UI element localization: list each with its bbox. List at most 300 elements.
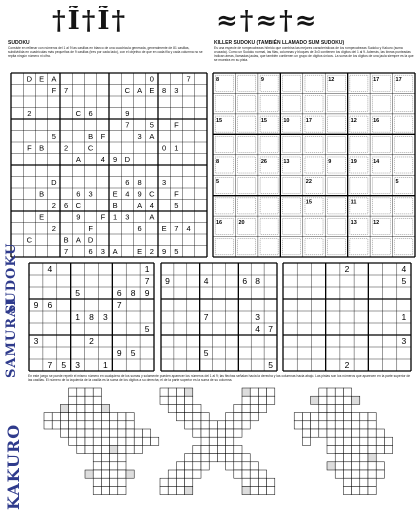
cage-clue: 13 [283, 158, 290, 165]
shape-cell [226, 429, 234, 437]
cage-clue: 19 [350, 158, 357, 165]
shape-cell [118, 478, 126, 486]
sudoku16-description: Consiste en rellenar con números del 1 al 9 las casillas en blanco de una cuadrícula generada, generalmente de 81 casillas, subdividida en cuadrículas más pequeñas de 9 casillas (tres por cada lado), con el objetivo de que en cada fila y cada columna no se repita ningún número ni cifra. [8, 46, 203, 59]
grid-digit: E [39, 212, 45, 222]
shape-cell [185, 404, 193, 412]
shape-cell [52, 421, 60, 429]
shape-cell [201, 462, 209, 470]
cage-outline [372, 137, 390, 153]
cage-clue: 17 [373, 77, 380, 83]
shape-cell [343, 486, 351, 494]
grid-digit: A [137, 85, 143, 95]
grid-digit: 5 [174, 200, 179, 210]
cage-outline [395, 218, 413, 234]
shape-cell [343, 429, 351, 437]
shape-cell [311, 413, 319, 421]
side-title-kakuro: KAKURO [4, 423, 23, 510]
shape-cell [360, 421, 368, 429]
shape-cell [335, 429, 343, 437]
grid-digit: 3 [162, 177, 167, 187]
shape-cell [77, 445, 85, 453]
shape-cell [217, 429, 225, 437]
grid-digit: 2 [51, 223, 56, 233]
shape-cell [69, 429, 77, 437]
shape-cell [85, 404, 93, 412]
shape-cell [77, 437, 85, 445]
grid-digit: 7 [203, 312, 209, 323]
shape-cell [60, 413, 68, 421]
shape-cell [234, 429, 242, 437]
shape-cell [110, 413, 118, 421]
shape-cell [352, 462, 360, 470]
cage-outline [327, 137, 345, 153]
shape-cell [185, 421, 193, 429]
shape-cell [242, 421, 250, 429]
shape-cell [352, 470, 360, 478]
grid-digit: 5 [75, 288, 80, 299]
shape-cell [250, 404, 258, 412]
cage-clue: 12 [350, 117, 357, 124]
shape-cell [335, 396, 343, 404]
shape-cell [376, 462, 384, 470]
shape-cell [193, 404, 201, 412]
shape-cell [201, 437, 209, 445]
shape-cell [185, 454, 193, 462]
cage-outline [215, 137, 233, 153]
shape-cell [234, 454, 242, 462]
cage-clue: 26 [260, 158, 268, 165]
shape-cell [267, 388, 275, 396]
shape-cell [352, 454, 360, 462]
shape-cell [60, 404, 68, 412]
shape-cell [126, 429, 134, 437]
shape-cell [343, 445, 351, 453]
shape-cell [101, 421, 109, 429]
shape-cell [185, 462, 193, 470]
shape-cell [242, 404, 250, 412]
shape-cell [126, 445, 134, 453]
shape-cell [101, 454, 109, 462]
grid-digit: 8 [255, 276, 261, 287]
shape-cell [335, 421, 343, 429]
cage-outline [238, 177, 256, 193]
grid-digit: E [137, 246, 143, 256]
shape-cell [85, 445, 93, 453]
shape-cell [335, 454, 343, 462]
cage-outline [305, 75, 323, 91]
shape-cell [352, 421, 360, 429]
shape-cell [376, 429, 384, 437]
grid-digit: 5 [268, 360, 273, 371]
cage-clue: 11 [350, 199, 357, 206]
shape-cell [209, 437, 217, 445]
shape-cell [118, 429, 126, 437]
shape-cell [93, 470, 101, 478]
grid-digit: F [51, 85, 57, 95]
shape-cell [360, 478, 368, 486]
shape-cell [168, 478, 176, 486]
cage-clue: 17 [395, 77, 402, 83]
shape-cell [343, 396, 351, 404]
shape-cell [118, 462, 126, 470]
shape-cell [250, 396, 258, 404]
cage-clue: 12 [328, 77, 335, 83]
grid-digit: 9 [116, 348, 122, 359]
shape-cell [258, 396, 266, 404]
shape-cell [209, 429, 217, 437]
shape-cell [319, 429, 327, 437]
shape-cell [110, 486, 118, 494]
grid-digit: 9 [162, 246, 167, 256]
shape-cell [160, 388, 168, 396]
shape-cell [193, 421, 201, 429]
title-banner-left: †Ĩ†Ĩ† [52, 6, 128, 36]
grid-digit: B [39, 189, 45, 199]
cage-outline [283, 218, 301, 234]
shape-cell [101, 429, 109, 437]
shape-cell [352, 486, 360, 494]
grid-digit: 9 [144, 288, 150, 299]
shape-cell [201, 413, 209, 421]
grid-digit: 7 [64, 85, 69, 95]
shape-cell [368, 486, 376, 494]
grid-digit: F [174, 189, 179, 199]
shape-puzzle-cells [44, 388, 393, 495]
shape-cell [376, 445, 384, 453]
cage-outline [305, 239, 323, 255]
shape-cell [368, 478, 376, 486]
cage-outline [372, 198, 390, 214]
sudoku-gridlines [283, 263, 411, 371]
sudoku-digits [34, 264, 150, 370]
grid-digit: 7 [174, 223, 179, 233]
grid-digit: 5 [144, 324, 150, 335]
killer-intro [214, 40, 414, 68]
shape-cell [335, 462, 343, 470]
shape-cell [217, 454, 225, 462]
shape-cell [93, 486, 101, 494]
cage-outline [350, 177, 368, 193]
killer-description: Es una especie de rompecabezas híbrido que combina las mejores características de los rompecabezas Sudoku y Kakuro (suma cruzada). Como un Sudoku normal, las filas, columnas y bloques de 3x3 contienen los dígitos del 1 al 9. Además, las líneas punteadas indican áreas, llamadas jaulas, que también contienen un grupo de dígitos únicos. La suma de los dígitos de una jaula siempre es la que se muestra en su pista. [214, 46, 414, 63]
grid-digit: 7 [64, 246, 69, 256]
shape-cell [69, 413, 77, 421]
grid-digit: 1 [144, 264, 150, 275]
shape-cell [118, 486, 126, 494]
grid-digit: B [112, 200, 118, 210]
shape-cell [168, 486, 176, 494]
shape-cell [176, 486, 184, 494]
cage-clue: 12 [373, 220, 380, 227]
shape-cell [311, 421, 319, 429]
grid-digit: E [161, 223, 167, 233]
killer-puzzle [212, 72, 416, 258]
grid-digit: C [75, 200, 82, 210]
shape-cell [384, 437, 392, 445]
shape-cell [360, 429, 368, 437]
shape-cell [101, 445, 109, 453]
grid-digit: C [149, 189, 155, 199]
shape-cell [168, 470, 176, 478]
shape-cell [44, 421, 52, 429]
grid-digit: A [75, 154, 81, 164]
grid-digit: 4 [186, 223, 191, 233]
shape-cell [327, 396, 335, 404]
grid-digit: A [137, 200, 143, 210]
grid-digit: 9 [165, 276, 170, 287]
cage-outline [260, 218, 278, 234]
shape-cell [176, 396, 184, 404]
grid-digit: 1 [75, 312, 80, 323]
shape-cell [69, 421, 77, 429]
shape-cell [226, 421, 234, 429]
shape-cell [360, 413, 368, 421]
shape-cell [134, 429, 142, 437]
shape-cell [209, 454, 217, 462]
shape-cell [93, 462, 101, 470]
shape-cell [126, 413, 134, 421]
shape-cell [335, 445, 343, 453]
cage-clue: 8 [216, 77, 220, 83]
sudoku16-intro [8, 40, 206, 68]
grid-digit: 8 [89, 312, 94, 323]
shape-cell [294, 413, 302, 421]
shape-cell [185, 470, 193, 478]
shape-cell [110, 454, 118, 462]
shape-cell [168, 396, 176, 404]
killer-clues [216, 77, 402, 226]
cage-outline [238, 198, 256, 214]
shape-cell [343, 462, 351, 470]
shape-cell [44, 413, 52, 421]
shape-cell [335, 470, 343, 478]
shape-cell [193, 470, 201, 478]
grid-digit: C [87, 143, 94, 153]
shape-cell [267, 396, 275, 404]
shape-cell [193, 454, 201, 462]
shape-cell [93, 421, 101, 429]
grid-digit: 5 [174, 246, 179, 256]
shape-cell [185, 486, 193, 494]
grid-digit: 9 [33, 300, 39, 311]
cage-outline [238, 116, 256, 132]
shape-cell [258, 404, 266, 412]
shape-cell [234, 445, 242, 453]
shape-cell [110, 429, 118, 437]
shape-cell [101, 404, 109, 412]
grid-digit: 2 [27, 108, 32, 118]
grid-digit: C [75, 108, 82, 118]
shape-cell [258, 388, 266, 396]
grid-digit: B [63, 235, 69, 245]
shape-cell [242, 396, 250, 404]
shape-cell [384, 445, 392, 453]
shape-cell [126, 421, 134, 429]
cage-clue: 16 [373, 117, 380, 124]
shape-cell [360, 454, 368, 462]
grid-digit: 2 [344, 264, 350, 275]
grid-digit: C [26, 235, 33, 245]
shape-cell [327, 437, 335, 445]
grid-digit: 1 [174, 143, 179, 153]
shape-cell [360, 445, 368, 453]
grid-digit: 9 [125, 108, 130, 118]
grid-digit: 6 [47, 300, 53, 311]
grid-digit: 3 [75, 360, 80, 371]
shape-cell [60, 429, 68, 437]
grid-digit: 5 [401, 276, 407, 287]
shape-cell [85, 396, 93, 404]
shape-cell [209, 421, 217, 429]
shape-cell [368, 429, 376, 437]
cage-outline [238, 137, 256, 153]
cage-clue: 9 [260, 77, 264, 83]
grid-digit: 0 [149, 74, 154, 84]
cage-clue: 17 [305, 117, 312, 124]
shape-cell [360, 437, 368, 445]
grid-digit: 8 [130, 288, 136, 299]
shape-cell [93, 437, 101, 445]
grid-digit: 3 [88, 189, 93, 199]
cage-outline [305, 157, 323, 173]
shape-cell [160, 396, 168, 404]
shape-cell [319, 388, 327, 396]
grid-digit: 6 [242, 276, 248, 287]
shape-cell [85, 437, 93, 445]
cage-outline [327, 96, 345, 112]
shape-cell [242, 454, 250, 462]
shape-cell [85, 470, 93, 478]
grid-digit: A [75, 235, 81, 245]
grid-digit: 7 [268, 324, 273, 335]
shape-cell [85, 388, 93, 396]
cage-outline [327, 116, 345, 132]
grid-digit: B [88, 131, 94, 141]
shape-cell [234, 404, 242, 412]
cage-outline [305, 218, 323, 234]
cage-outline [238, 75, 256, 91]
grid-digit: 5 [130, 348, 136, 359]
shape-cell [327, 413, 335, 421]
shape-cell [352, 445, 360, 453]
cage-outline [215, 239, 233, 255]
shape-cell [368, 462, 376, 470]
grid-digit: 7 [116, 300, 122, 311]
cage-outline [305, 96, 323, 112]
cage-outline [283, 239, 301, 255]
shape-cell [360, 470, 368, 478]
cage-outline [238, 157, 256, 173]
grid-digit: 4 [47, 264, 53, 275]
shape-cell [85, 413, 93, 421]
grid-digit: D [124, 154, 131, 164]
shape-cell [327, 462, 335, 470]
cage-outline [372, 96, 390, 112]
grid-digit: 7 [125, 120, 130, 130]
title-banner-right: ≈†≈†≈ [216, 6, 319, 36]
shape-cell [242, 388, 250, 396]
grid-digit: 1 [401, 312, 407, 323]
shape-cell [343, 454, 351, 462]
cage-outline [327, 218, 345, 234]
shape-cell [201, 421, 209, 429]
shape-cell [134, 437, 142, 445]
grid-digit: 4 [401, 264, 407, 275]
shape-cell [360, 486, 368, 494]
shape-cell [126, 470, 134, 478]
shape-cell [234, 421, 242, 429]
grid-digit: 2 [89, 336, 94, 347]
grid-digit: 2 [64, 143, 69, 153]
shape-cell [319, 404, 327, 412]
shape-cell [368, 421, 376, 429]
shape-cell [368, 445, 376, 453]
cage-outline [327, 239, 345, 255]
shape-cell [93, 478, 101, 486]
grid-digit: D [51, 177, 57, 187]
shape-cell [110, 421, 118, 429]
shape-cell [258, 478, 266, 486]
shape-cell [118, 421, 126, 429]
sudoku-1 [28, 262, 155, 372]
cage-outline [283, 137, 301, 153]
shape-cell [217, 437, 225, 445]
shape-cell [343, 421, 351, 429]
shape-cell [101, 470, 109, 478]
shape-cell [118, 437, 126, 445]
shape-cell [93, 388, 101, 396]
cage-outline [238, 239, 256, 255]
shape-cell [110, 445, 118, 453]
grid-digit: 7 [186, 74, 191, 84]
grid-digit: 1 [103, 360, 108, 371]
shape-cell [368, 437, 376, 445]
grid-digit: F [27, 143, 32, 153]
grid-digit: 6 [137, 223, 142, 233]
grid-digit: E [149, 85, 155, 95]
shape-cell [250, 462, 258, 470]
shape-cell [193, 462, 201, 470]
grid-digit: E [39, 74, 45, 84]
grid-digit: 3 [137, 131, 142, 141]
cage-outline [395, 239, 413, 255]
shape-cell [176, 470, 184, 478]
sudoku16-puzzle [10, 72, 208, 258]
shape-cell [343, 478, 351, 486]
grid-digit: 2 [51, 200, 56, 210]
cage-clue: 14 [373, 158, 380, 165]
grid-digit: 9 [137, 189, 142, 199]
shape-cell [368, 413, 376, 421]
grid-digit: 8 [137, 177, 142, 187]
grid-digit: 2 [344, 360, 350, 371]
shape-cell [134, 445, 142, 453]
shape-cell [376, 470, 384, 478]
cage-clue: 8 [216, 158, 220, 165]
side-title-samurai: SAMURAI [4, 298, 19, 378]
shape-cell [327, 388, 335, 396]
grid-digit: A [149, 212, 155, 222]
shape-cell [110, 437, 118, 445]
shape-cell [327, 404, 335, 412]
cage-outline [238, 96, 256, 112]
grid-digit: F [100, 212, 106, 222]
shape-cell [69, 404, 77, 412]
cage-outline [260, 96, 278, 112]
cage-outline [372, 177, 390, 193]
grid-digit: 8 [162, 85, 167, 95]
shape-cell [302, 437, 310, 445]
cage-clue: 22 [305, 179, 312, 186]
